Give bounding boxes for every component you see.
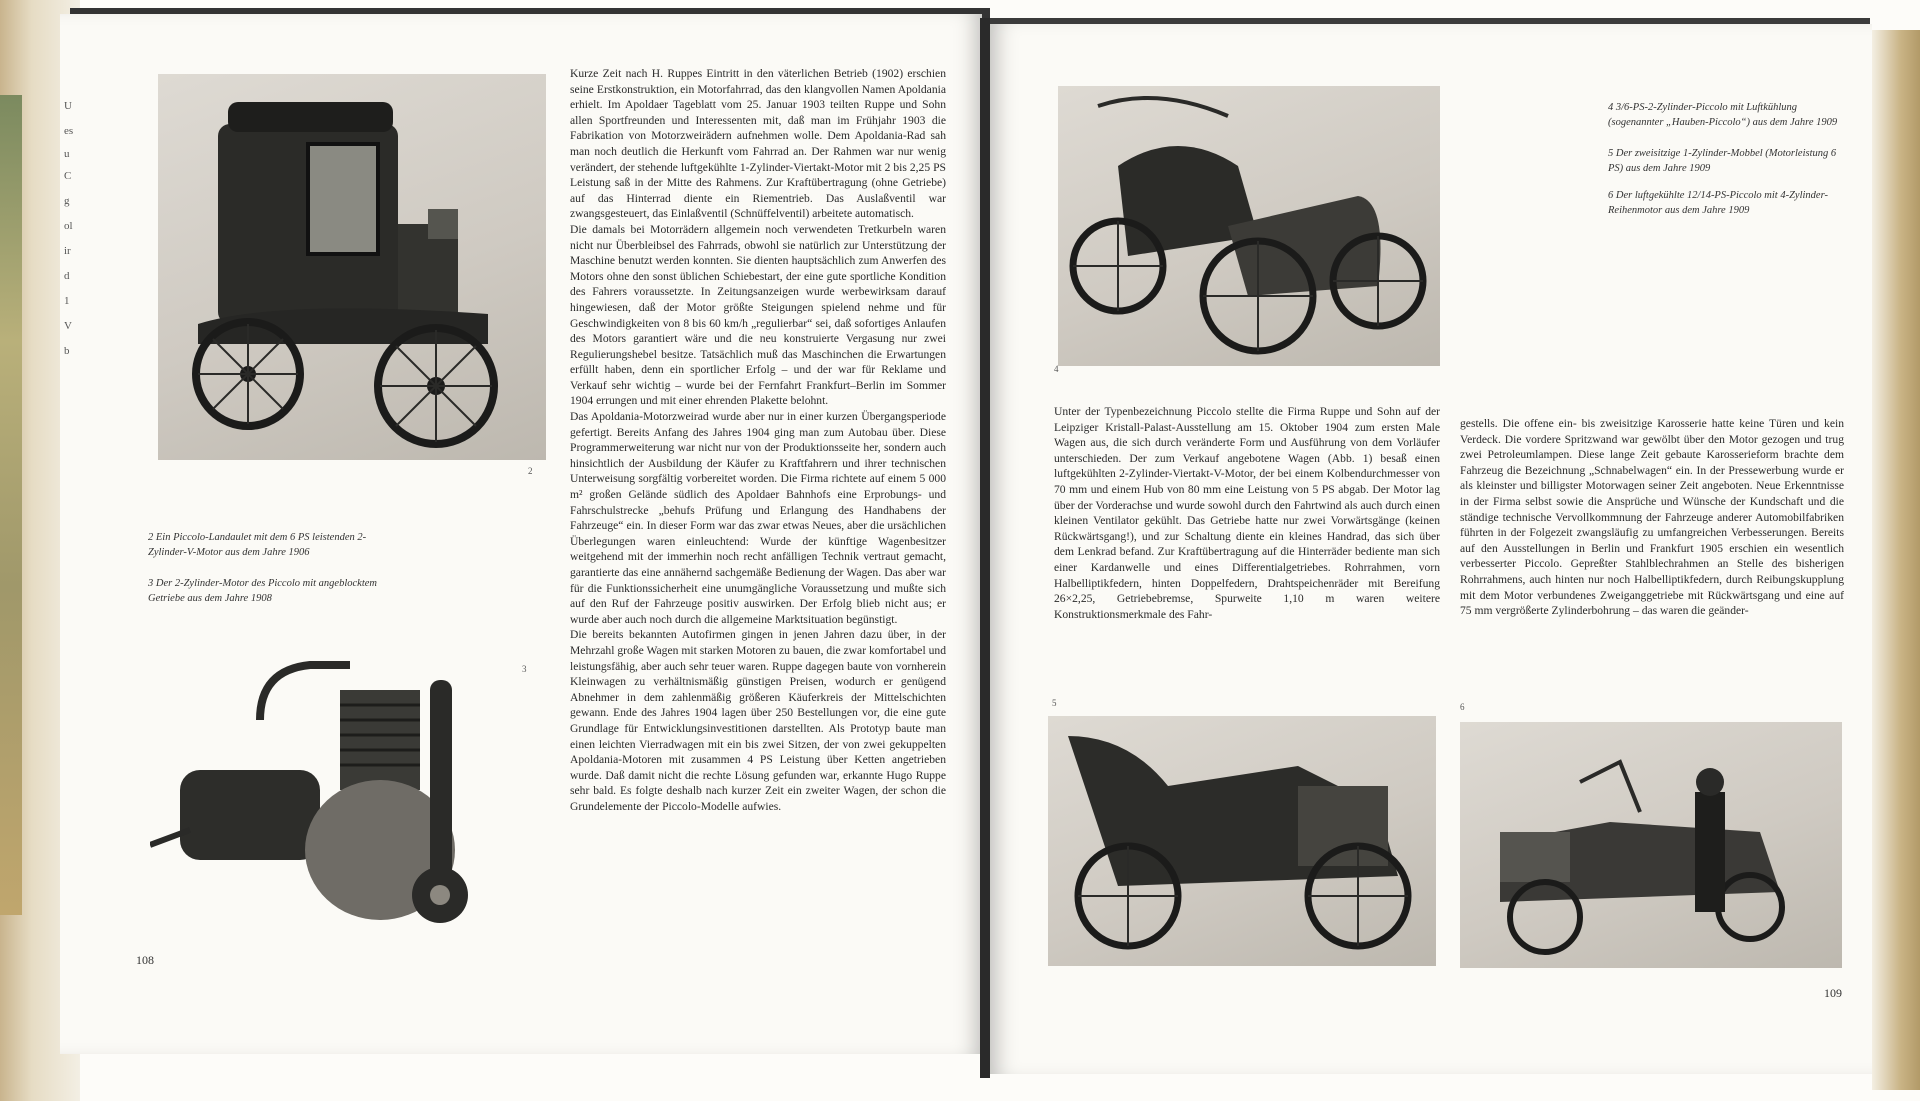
photo-piccolo-12-14 [1460,722,1842,968]
page-number-right: 109 [1824,986,1842,1000]
caption-fig2 [148,530,396,560]
caption-fig6 [1608,188,1848,218]
paragraph: Die bereits bekannten Autofirmen gingen in jenen Jahren dazu über, in der Mehrzahl große Wagen mit starken Motoren zu bauen, die zwar komfortabel und leistungsfähig, aber auch sehr teuer waren. Ruppe dagegen baute von vornherein Kleinwagen zu verhältnismäßig günstigen Preisen, wodurch er genügend Abnehmer in dem zahlenmäßig größeren Käuferkreis der Mittelschichten gewann. Ende des Jahres 1904 lagen über 250 Bestellungen vor, die eine gute Grundlage für Entwicklungsinvestitionen darstellten. Als Prototyp baute man einen leichten Vierradwagen mit ein bis zwei Sitzen, der von zwei gekuppelten Apoldania-Motoren mit zusammen 4 PS Leistung über Ketten angetrieben wurde. Daß damit nicht die rechte Lösung gefunden war, erkannte Hugo Ruppe sehr bald. Es folgte deshalb nach kurzer Zeit ein zweiter Wagen, der schon die Grundelemente der Piccolo-Modelle aufwies. [570,628,946,813]
left-page-body [570,66,946,815]
book-spine [980,18,990,1078]
caption-fig4 [1608,100,1848,130]
caption-fig5 [1608,146,1848,176]
paragraph: Das Apoldania-Motorzweirad wurde aber nur in einer kurzen Übergangsperiode gefertigt. Bereits Anfang des Jahres 1904 ging man zum Autobau über. Diese Programmerweiterung war nicht nur von der Produktionsseite her, sondern auch hinsichtlich der Ausbildung der Käufer zu Kraftfahrern und ihrer technischen Unterweisung sorgfältig vorbereitet worden. Die Firma richtete auf einem 5 000 m² großen Gelände südlich des Apoldaer Bahnhofs eine Erprobungs- und Fahrschulstrecke „behufs Prüfung und Erlangung des Handhabens der Fahrzeuge“ ein. In dieser Form war das zwar etwas Neues, aber die ursächlichen Überlegungen waren einleuchtend: Wurde der künftige Wagenbesitzer weitgehend mit der immerhin noch recht anfälligen Technik vertraut gemacht, garantierte das eine annähernd sachgemäße Bedienung der Wagen. Das aber war für die Funktionssicherheit eine unumgängliche Voraussetzung und mußte sich auf den Ruf der Fahrzeuge positiv auswirken. Der Erfolg blieb nicht aus; er wurde aber auch noch durch die allgemeine Marktsituation begünstigt. [570,410,946,626]
strip-letter: 1 [64,295,70,307]
caption-text: Ein Piccolo-Landaulet mit dem 6 PS leistenden 2-Zylinder-V-Motor aus dem Jahre 1906 [148,532,367,558]
photo-mobbel [1048,716,1436,966]
figure-number: 5 [1052,698,1057,708]
previous-page-photo-strip [0,95,22,915]
caption-number: 5 [1608,148,1614,159]
caption-fig3 [148,576,396,606]
caption-text: Der zweisitzige 1-Zylinder-Mobbel (Motorleistung 6 PS) aus dem Jahre 1909 [1608,148,1837,174]
photo-engine [150,650,520,940]
caption-text: 3/6-PS-2-Zylinder-Piccolo mit Luftkühlung (sogenannter „Hauben-Piccolo“) aus dem Jahre 1909 [1608,102,1838,128]
paragraph: Unter der Typenbezeichnung Piccolo stellte die Firma Ruppe und Sohn auf der Leipziger Kristall-Palast-Ausstellung am 15. Oktober 1904 zum ersten Male Wagen aus, die sich durch veränderte Form und Ausführung von dem Vorläufer unterschieden. Der zum Verkauf angebotene Wagen (Abb. 1) besaß einen luftgekühlten 2-Zylinder-Viertakt-V-Motor, der bei einem Kolbendurchmesser von 70 mm und einem Hub von 80 mm eine Leistung von 5 PS abgab. Der Motor lag über der Vorderachse und wurde sowohl durch den Fahrtwind als auch durch einen kleinen Ventilator gekühlt. Das Getriebe hatte nur zwei Vorwärtsgänge (keinen Rückwärtsgang!), und zur Schaltung diente ein kleines Handrad, das sich über dem Lenkrad befand. Zur Kraftübertragung auf die Hinterräder bediente man sich einer Kardanwelle und eines Differentialgetriebes. Rohrrahmen, vorn Halbelliptikfedern, hinten Doppelfedern, Drahtspeichenräder mit Bereifung 26×2,25, Getriebebremse, Spurweite 1,10 m waren weitere Konstruktionsmerkmale des Fahr- [1054,405,1440,621]
figure-number: 3 [522,664,527,674]
paragraph: gestells. Die offene ein- bis zweisitzige Karosserie hatte keine Türen und kein Verdeck. Die vordere Spritzwand war gewölbt über den Motor gezogen und trug zwei Petroleumlampen. Diese lange Zeit gebaute Karosserieform brachte dem Fahrzeug die Bezeichnung „Schnabelwagen“ ein. In der Pressewerbung wurde er als kleinster und billigster Motorwagen seiner Zeit angeboten. Neue Erkenntnisse in der Firma selbst sowie die Ansprüche und Wünsche der Kundschaft und die ständige technische Vervollkommnung der Fahrzeuge anderer Automobilfabriken führten in der Folgezeit zwangsläufig zu umfangreichen Verbesserungen. Bereits auf den Ausstellungen in Berlin und Frankfurt 1905 erschien ein wesentlich verbesserter Piccolo. Gepreßter Stahlblechrahmen an Stelle des bisherigen Rohrrahmens, auch hinten nur noch Halbelliptikfedern, durch Reibungskupplung mit dem Motor verbundenes Zweiganggetriebe mit Rückwärtsgang und eine auf 75 mm vergrößerte Zylinderbohrung – das waren die geänder- [1460,417,1844,618]
figure-number: 4 [1054,364,1059,374]
book-right-edge [1872,30,1920,1090]
strip-letter: ol [64,220,73,232]
paragraph: Kurze Zeit nach H. Ruppes Eintritt in den väterlichen Betrieb (1902) erschien seine Erstkonstruktion, ein Motorfahrrad, das den klangvollen Namen Apoldania erhielt. Im Apoldaer Tageblatt vom 25. Januar 1903 teilten Ruppe und Sohn allen Sportfreunden und Interessenten mit, daß man im Frühjahr 1903 die Fabrikation von Motorzweirädern aufnehmen wolle. Dem Apoldania-Rad sah man noch deutlich die Herkunft vom Fahrrad an. Der Rahmen war nur wenig verändert, der stehende luftgekühlte 1-Zylinder-Viertakt-Motor mit 2 bis 2,25 PS Leistung saß in der Mitte des Rahmens. Zur Kraftübertragung (ohne Getriebe) auf das Hinterrad diente ein Riementrieb. Das Auslaßventil war zwangsgesteuert, das Einlaßventil (Schnüffelventil) arbeitete automatisch. [570,67,946,221]
caption-number: 2 [148,532,154,543]
strip-letter: V [64,320,72,332]
photo-hauben-piccolo [1058,86,1440,366]
right-page-column-2 [1460,416,1844,619]
caption-number: 3 [148,578,154,589]
strip-letter: es [64,125,74,137]
figure-number: 2 [528,466,533,476]
strip-letter: ir [64,245,71,257]
caption-text: Der luftgekühlte 12/14-PS-Piccolo mit 4-Zylinder-Reihenmotor aus dem Jahre 1909 [1608,190,1828,216]
caption-number: 6 [1608,190,1614,201]
strip-letter: g [64,195,70,207]
right-page-column-1 [1054,404,1440,622]
caption-text: Der 2-Zylinder-Motor des Piccolo mit angeblocktem Getriebe aus dem Jahre 1908 [148,578,377,604]
strip-letter: b [64,345,70,357]
strip-letter: d [64,270,70,282]
caption-number: 4 [1608,102,1614,113]
page-number-left: 108 [136,953,154,967]
strip-letter: u [64,148,70,160]
photo-landaulet [158,74,546,460]
strip-letter: C [64,170,72,182]
paragraph: Die damals bei Motorrädern allgemein noch verwendeten Tretkurbeln waren nicht nur Überbleibsel des Fahrrads, obwohl sie natürlich zur Unterstützung der Maschine benutzt werden konnten. Sie dienten hauptsächlich zum Anwerfen des Motors ohne den sonst üblichen Schiebestart, der eine gute sportliche Kondition des Fahrers voraussetzte. In Zeitungsanzeigen wurde werbewirksam darauf hingewiesen, daß der Motor größte Steigungen spielend nehme und für Geschwindigkeiten von 8 bis 60 km/h „regulierbar“ sei, daß sofortiges Anlaufen des Motors garantiert wäre und die neu konstruierte Vergasung nur zwei Regulierungshebel besitze. Tatsächlich muß das Maschinchen die Erwartungen erfüllt haben, denn ein sportlicher Erfolg – und der war für Reklame und Verkauf sehr wichtig – wurde bei der Fernfahrt Frankfurt–Berlin im Sommer 1904 errungen und mit einer ehrenden Plakette belohnt. [570,222,946,408]
figure-number: 6 [1460,702,1465,712]
strip-letter: U [64,100,72,112]
previous-page-text-strip [58,70,88,950]
